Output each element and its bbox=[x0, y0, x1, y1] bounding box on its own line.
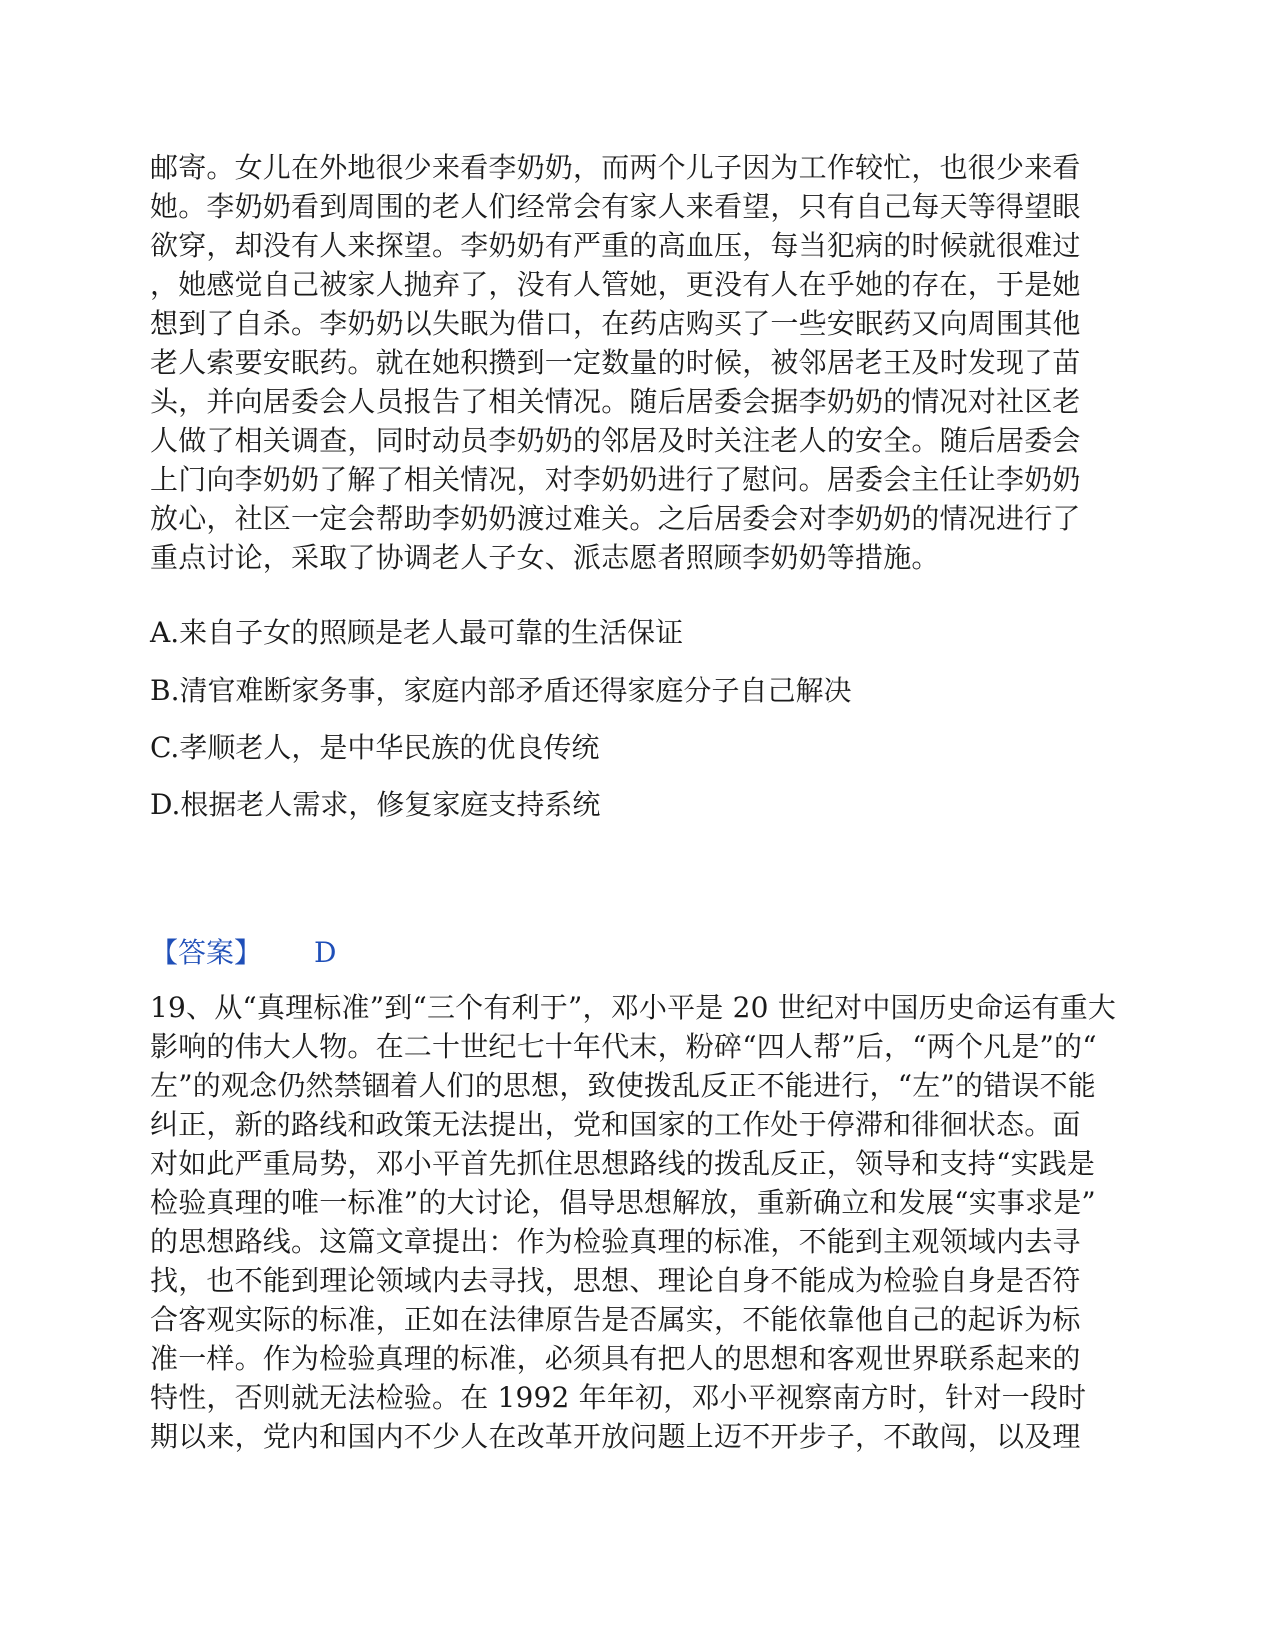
question-line: 期以来，党内和国内不少人在改革开放问题上迈不开步子，不敢闯，以及理 bbox=[150, 1420, 1081, 1453]
option-c: C.孝顺老人，是中华民族的优良传统 bbox=[150, 731, 600, 764]
question-line: 合客观实际的标准，正如在法律原告是否属实，不能依靠他自己的起诉为标 bbox=[150, 1303, 1081, 1336]
option-b: B.清官难断家务事，家庭内部矛盾还得家庭分子自己解决 bbox=[150, 674, 852, 707]
answer-value: D bbox=[314, 936, 337, 969]
passage-line: 她。李奶奶看到周围的老人们经常会有家人来看望，只有自己每天等得望眼 bbox=[150, 190, 1081, 223]
question-line: 找，也不能到理论领域内去寻找，思想、理论自身不能成为检验自身是否符 bbox=[150, 1264, 1081, 1297]
question-line: 左”的观念仍然禁锢着人们的思想，致使拨乱反正不能进行，“左”的错误不能 bbox=[150, 1069, 1096, 1102]
question-line: 准一样。作为检验真理的标准，必须具有把人的思想和客观世界联系起来的 bbox=[150, 1342, 1081, 1375]
question-line: 纠正，新的路线和政策无法提出，党和国家的工作处于停滞和徘徊状态。面 bbox=[150, 1108, 1081, 1141]
question-line: 影响的伟大人物。在二十世纪七十年代末，粉碎“四人帮”后，“两个凡是”的“ bbox=[150, 1030, 1097, 1063]
passage-line: 重点讨论，采取了协调老人子女、派志愿者照顾李奶奶等措施。 bbox=[150, 541, 940, 574]
passage-line: 放心，社区一定会帮助李奶奶渡过难关。之后居委会对李奶奶的情况进行了 bbox=[150, 502, 1081, 535]
passage-line: 头，并向居委会人员报告了相关情况。随后居委会据李奶奶的情况对社区老 bbox=[150, 385, 1081, 418]
passage-line: 欲穿，却没有人来探望。李奶奶有严重的高血压，每当犯病的时候就很难过 bbox=[150, 229, 1081, 262]
passage-line: 上门向李奶奶了解了相关情况，对李奶奶进行了慰问。居委会主任让李奶奶 bbox=[150, 463, 1081, 496]
question-line: 的思想路线。这篇文章提出：作为检验真理的标准，不能到主观领域内去寻 bbox=[150, 1225, 1081, 1258]
question-line: 检验真理的唯一标准”的大讨论，倡导思想解放，重新确立和发展“实事求是” bbox=[150, 1186, 1096, 1219]
option-a: A.来自子女的照顾是老人最可靠的生活保证 bbox=[150, 616, 684, 649]
passage-line: 想到了自杀。李奶奶以失眠为借口，在药店购买了一些安眠药又向周围其他 bbox=[150, 307, 1081, 340]
passage-line: ，她感觉自己被家人抛弃了，没有人管她，更没有人在乎她的存在，于是她 bbox=[150, 268, 1081, 301]
question-line: 特性，否则就无法检验。在 1992 年年初，邓小平视察南方时，针对一段时 bbox=[150, 1381, 1087, 1414]
passage-line: 邮寄。女儿在外地很少来看李奶奶，而两个儿子因为工作较忙，也很少来看 bbox=[150, 151, 1081, 184]
answer-label: 【答案】 bbox=[150, 936, 263, 969]
option-d: D.根据老人需求，修复家庭支持系统 bbox=[150, 788, 601, 821]
question-line: 19、从“真理标准”到“三个有利于”，邓小平是 20 世纪对中国历史命运有重大 bbox=[150, 991, 1117, 1024]
question-line: 对如此严重局势，邓小平首先抓住思想路线的拨乱反正，领导和支持“实践是 bbox=[150, 1147, 1096, 1180]
answer-line bbox=[150, 933, 336, 972]
question-19-text bbox=[150, 988, 1130, 1456]
passage-line: 老人索要安眠药。就在她积攒到一定数量的时候，被邻居老王及时发现了苗 bbox=[150, 346, 1081, 379]
passage-text bbox=[150, 148, 1130, 577]
passage-line: 人做了相关调查，同时动员李奶奶的邻居及时关注老人的安全。随后居委会 bbox=[150, 424, 1081, 457]
